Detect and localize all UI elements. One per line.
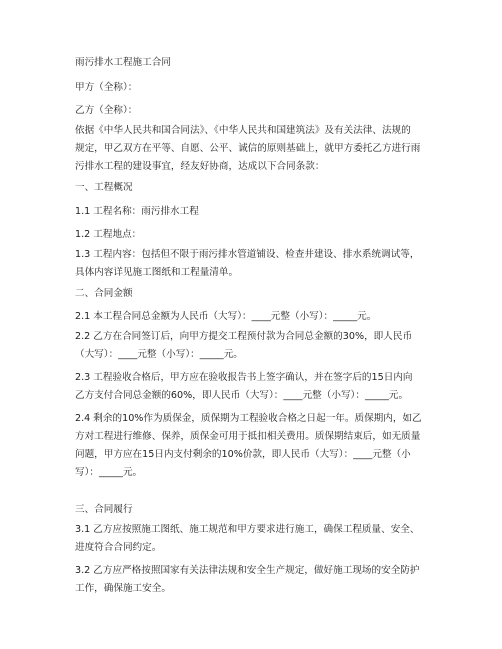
- section-heading-2: 二、合同金额: [75, 288, 133, 299]
- clause-line: 3.1 乙方应按照施工图纸、施工规范和甲方要求进行施工，确保工程质量、安全、: [75, 524, 420, 535]
- intro-line: 依据《中华人民共和国合同法》、《中华人民共和国建筑法》及有关法律、法规的: [75, 125, 411, 136]
- clause-line: 3.2 乙方应严格按照国家有关法律法规和安全生产规定，做好施工现场的安全防护: [75, 565, 420, 576]
- intro-paragraph: [75, 122, 435, 176]
- clause-line: 2.2 乙方在合同签订后，向甲方提交工程预付款为合同总金额的30%，即人民币: [75, 331, 413, 342]
- clause-line: 方对工程进行维修、保养，质保金可用于抵扣相关费用。质保期结束后，如无质量: [75, 431, 421, 442]
- section-heading-3: 三、合同履行: [75, 504, 133, 515]
- clause-line: 写）：_____元。: [75, 467, 143, 478]
- clause-2-4: [75, 410, 435, 482]
- intro-line: 污排水工程的建设事宜，经友好协商，达成以下合同条款：: [75, 161, 325, 172]
- section-heading-1: 一、工程概况: [75, 182, 133, 193]
- intro-line: 规定，甲乙双方在平等、自愿、公平、诚信的原则基础上，就甲方委托乙方进行雨: [75, 143, 421, 154]
- clause-line: 乙方支付合同总金额的60%，即人民币（大写）：____元整（小写）：_____元。: [75, 390, 409, 401]
- clause-2-1: 2.1 本工程合同总金额为人民币（大写）：____元整（小写）：_____元。: [75, 311, 377, 322]
- clause-line: （大写）：____元整（小写）：_____元。: [75, 349, 243, 360]
- clause-2-2: [75, 328, 435, 364]
- clause-line: 1.3 工程内容：包括但不限于雨污排水管道铺设、检查井建设、排水系统调试等，: [75, 249, 420, 260]
- doc-title: 雨污排水工程施工合同: [75, 57, 171, 68]
- clause-line: 具体内容详见施工图纸和工程量清单。: [75, 267, 239, 278]
- clause-line: 进度符合合同约定。: [75, 542, 162, 553]
- clause-line: 2.4 剩余的10%作为质保金，质保期为工程验收合格之日起一年。质保期内，如乙: [75, 413, 422, 424]
- clause-3-2: [75, 562, 435, 598]
- clause-2-3: [75, 369, 435, 405]
- clause-1-1: 1.1 工程名称：雨污排水工程: [75, 206, 199, 217]
- party-b-line: 乙方（全称）：: [75, 105, 138, 116]
- clause-line: 2.3 工程验收合格后，甲方应在验收报告书上签字确认，并在签字后的15日内向: [75, 372, 413, 383]
- clause-line: 问题，甲方应在15日内支付剩余的10%价款，即人民币（大写）：____元整（小: [75, 449, 411, 460]
- clause-1-2: 1.2 工程地点：: [75, 229, 142, 240]
- clause-1-3: [75, 246, 435, 282]
- clause-3-1: [75, 521, 435, 557]
- clause-line: 工作，确保施工安全。: [75, 583, 171, 594]
- party-a-line: 甲方（全称）：: [75, 82, 138, 93]
